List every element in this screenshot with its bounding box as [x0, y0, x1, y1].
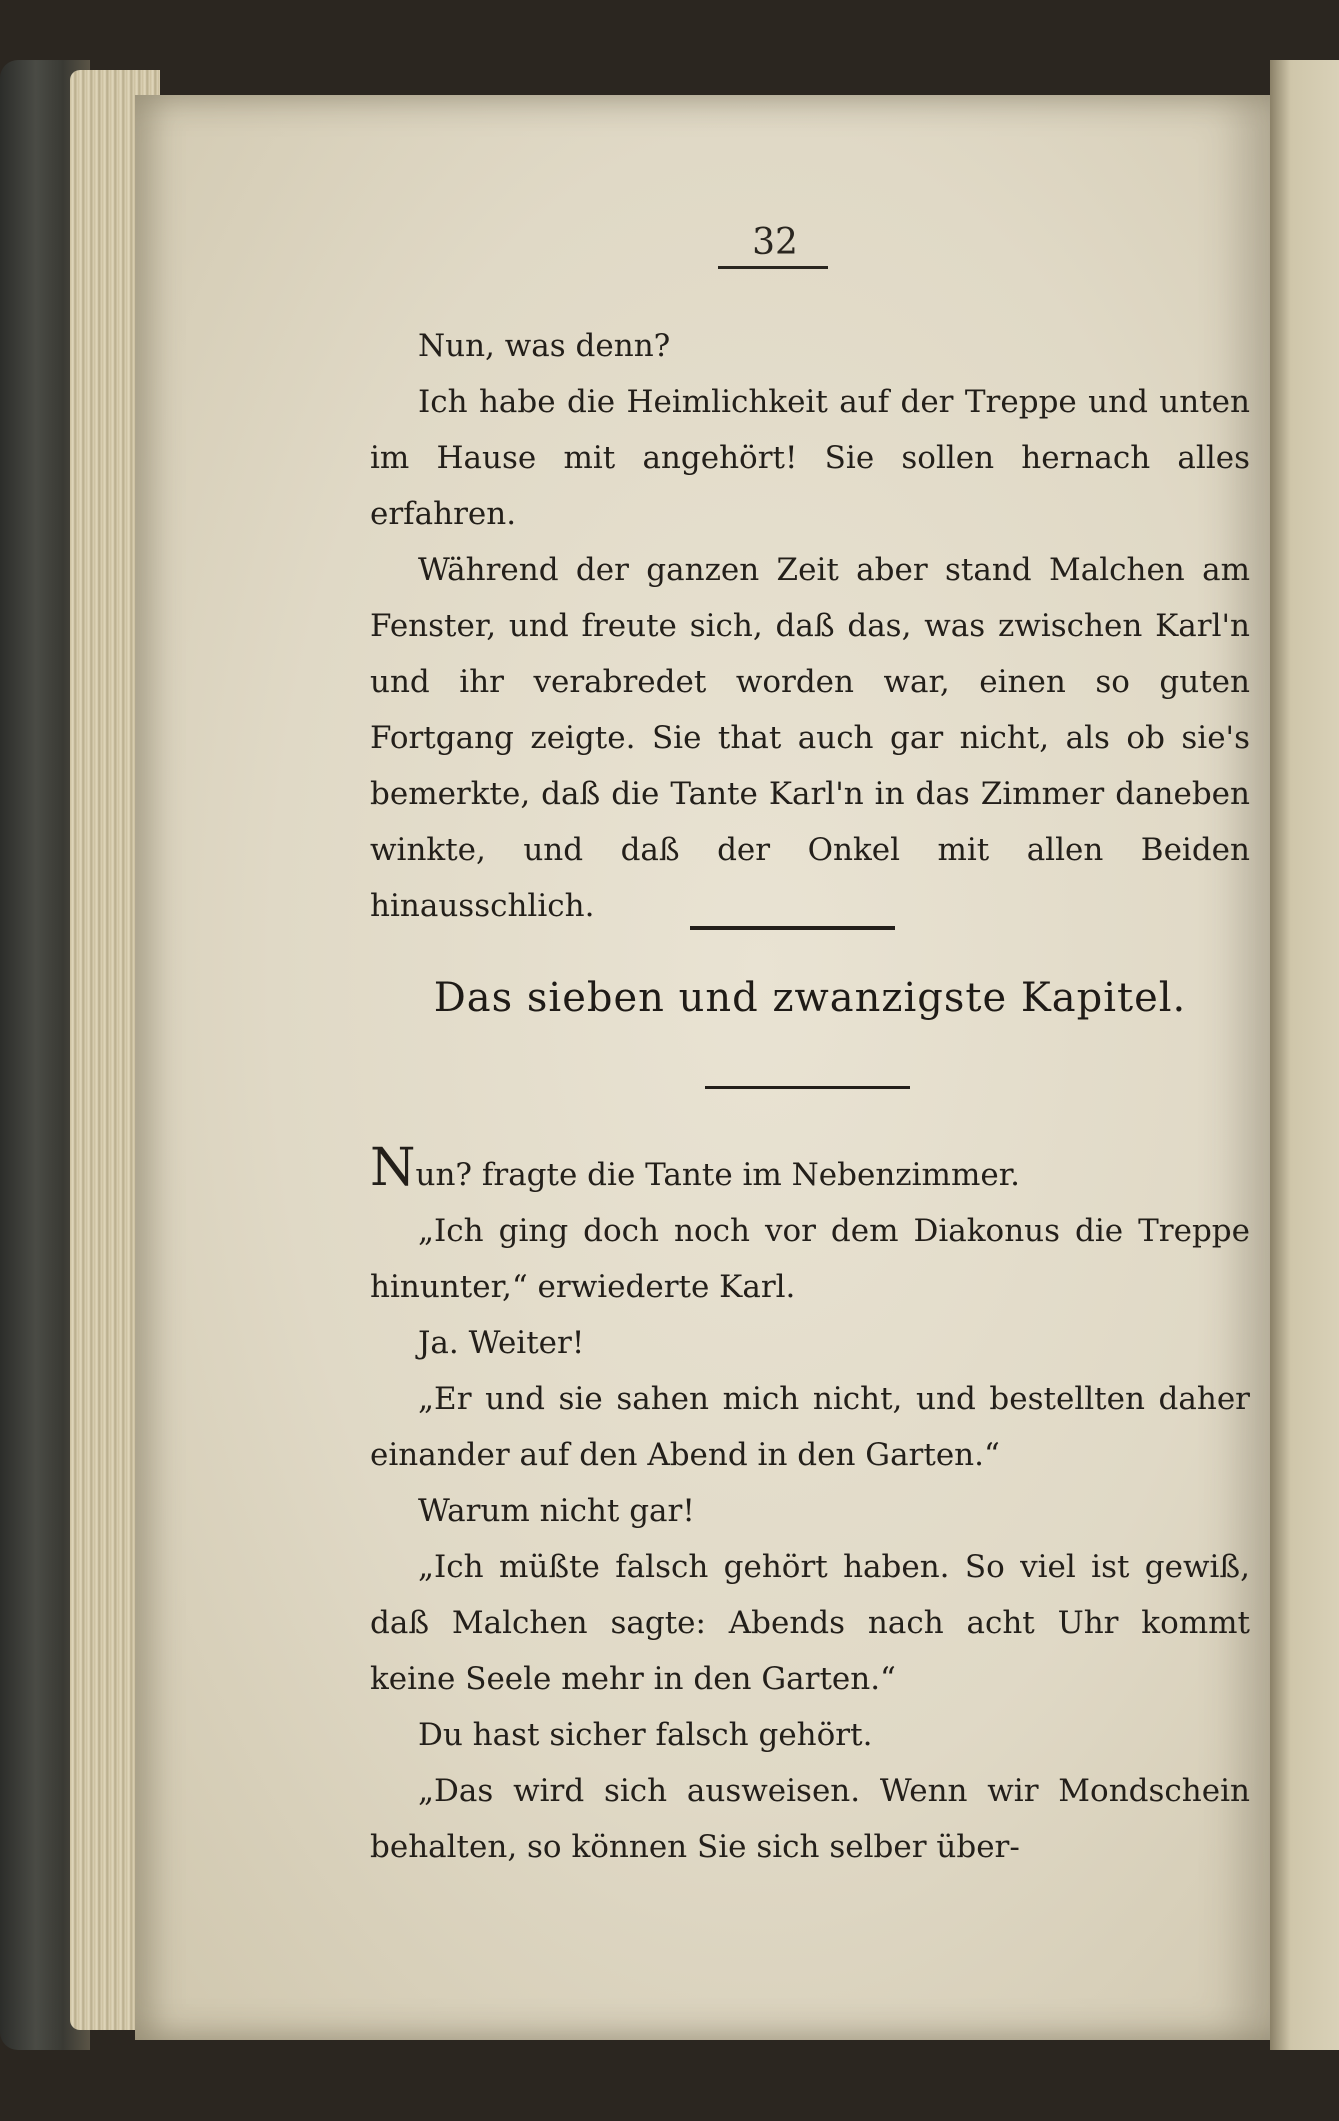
paragraph: „Er und sie sahen mich nicht, und bestellten daher einander auf den Abend in den Garten.“: [370, 1381, 1250, 1473]
paragraph: Warum nicht gar!: [418, 1493, 695, 1529]
paragraph: Nun, was denn?: [418, 328, 671, 364]
paragraph: Während der ganzen Zeit aber stand Malchen am Fenster, und freute sich, daß das, was zwischen Karl'n und ihr verabredet worden war, einen so guten Fortgang zeigte. Sie that auch gar nicht, als ob sie's bemerkte, daß die Tante Karl'n in das Zimmer daneben winkte, und daß der Onkel mit allen Beiden hinausschlich.: [370, 552, 1250, 924]
facing-page-edge: [1270, 60, 1339, 2050]
text-block-before-chapter: [370, 318, 1250, 934]
paragraph: Ich habe die Heimlichkeit auf der Treppe und unten im Hause mit angehört! Sie sollen hernach alles erfahren.: [370, 384, 1250, 532]
chapter-title: Das sieben und zwanzigste Kapitel.: [433, 975, 1187, 1021]
text-block-after-chapter: [370, 1140, 1250, 1875]
chapter-rule-top: [690, 926, 895, 930]
paragraph: Du hast sicher falsch gehört.: [418, 1717, 873, 1753]
paragraph: Nun? fragte die Tante im Nebenzimmer.: [370, 1138, 1020, 1198]
chapter-rule-bottom: [705, 1086, 910, 1089]
paragraph: „Ich müßte falsch gehört haben. So viel ist gewiß, daß Malchen sagte: Abends nach acht Uhr kommt keine Seele mehr in den Garten.“: [370, 1549, 1250, 1697]
page-number: 32: [752, 222, 798, 263]
page-number-underline: [718, 266, 828, 269]
paragraph: Ja. Weiter!: [418, 1325, 585, 1361]
paragraph: „Ich ging doch noch vor dem Diakonus die Treppe hinunter,“ erwiederte Karl.: [370, 1213, 1250, 1305]
paragraph: „Das wird sich ausweisen. Wenn wir Mondschein behalten, so können Sie sich selber über-: [370, 1773, 1250, 1865]
